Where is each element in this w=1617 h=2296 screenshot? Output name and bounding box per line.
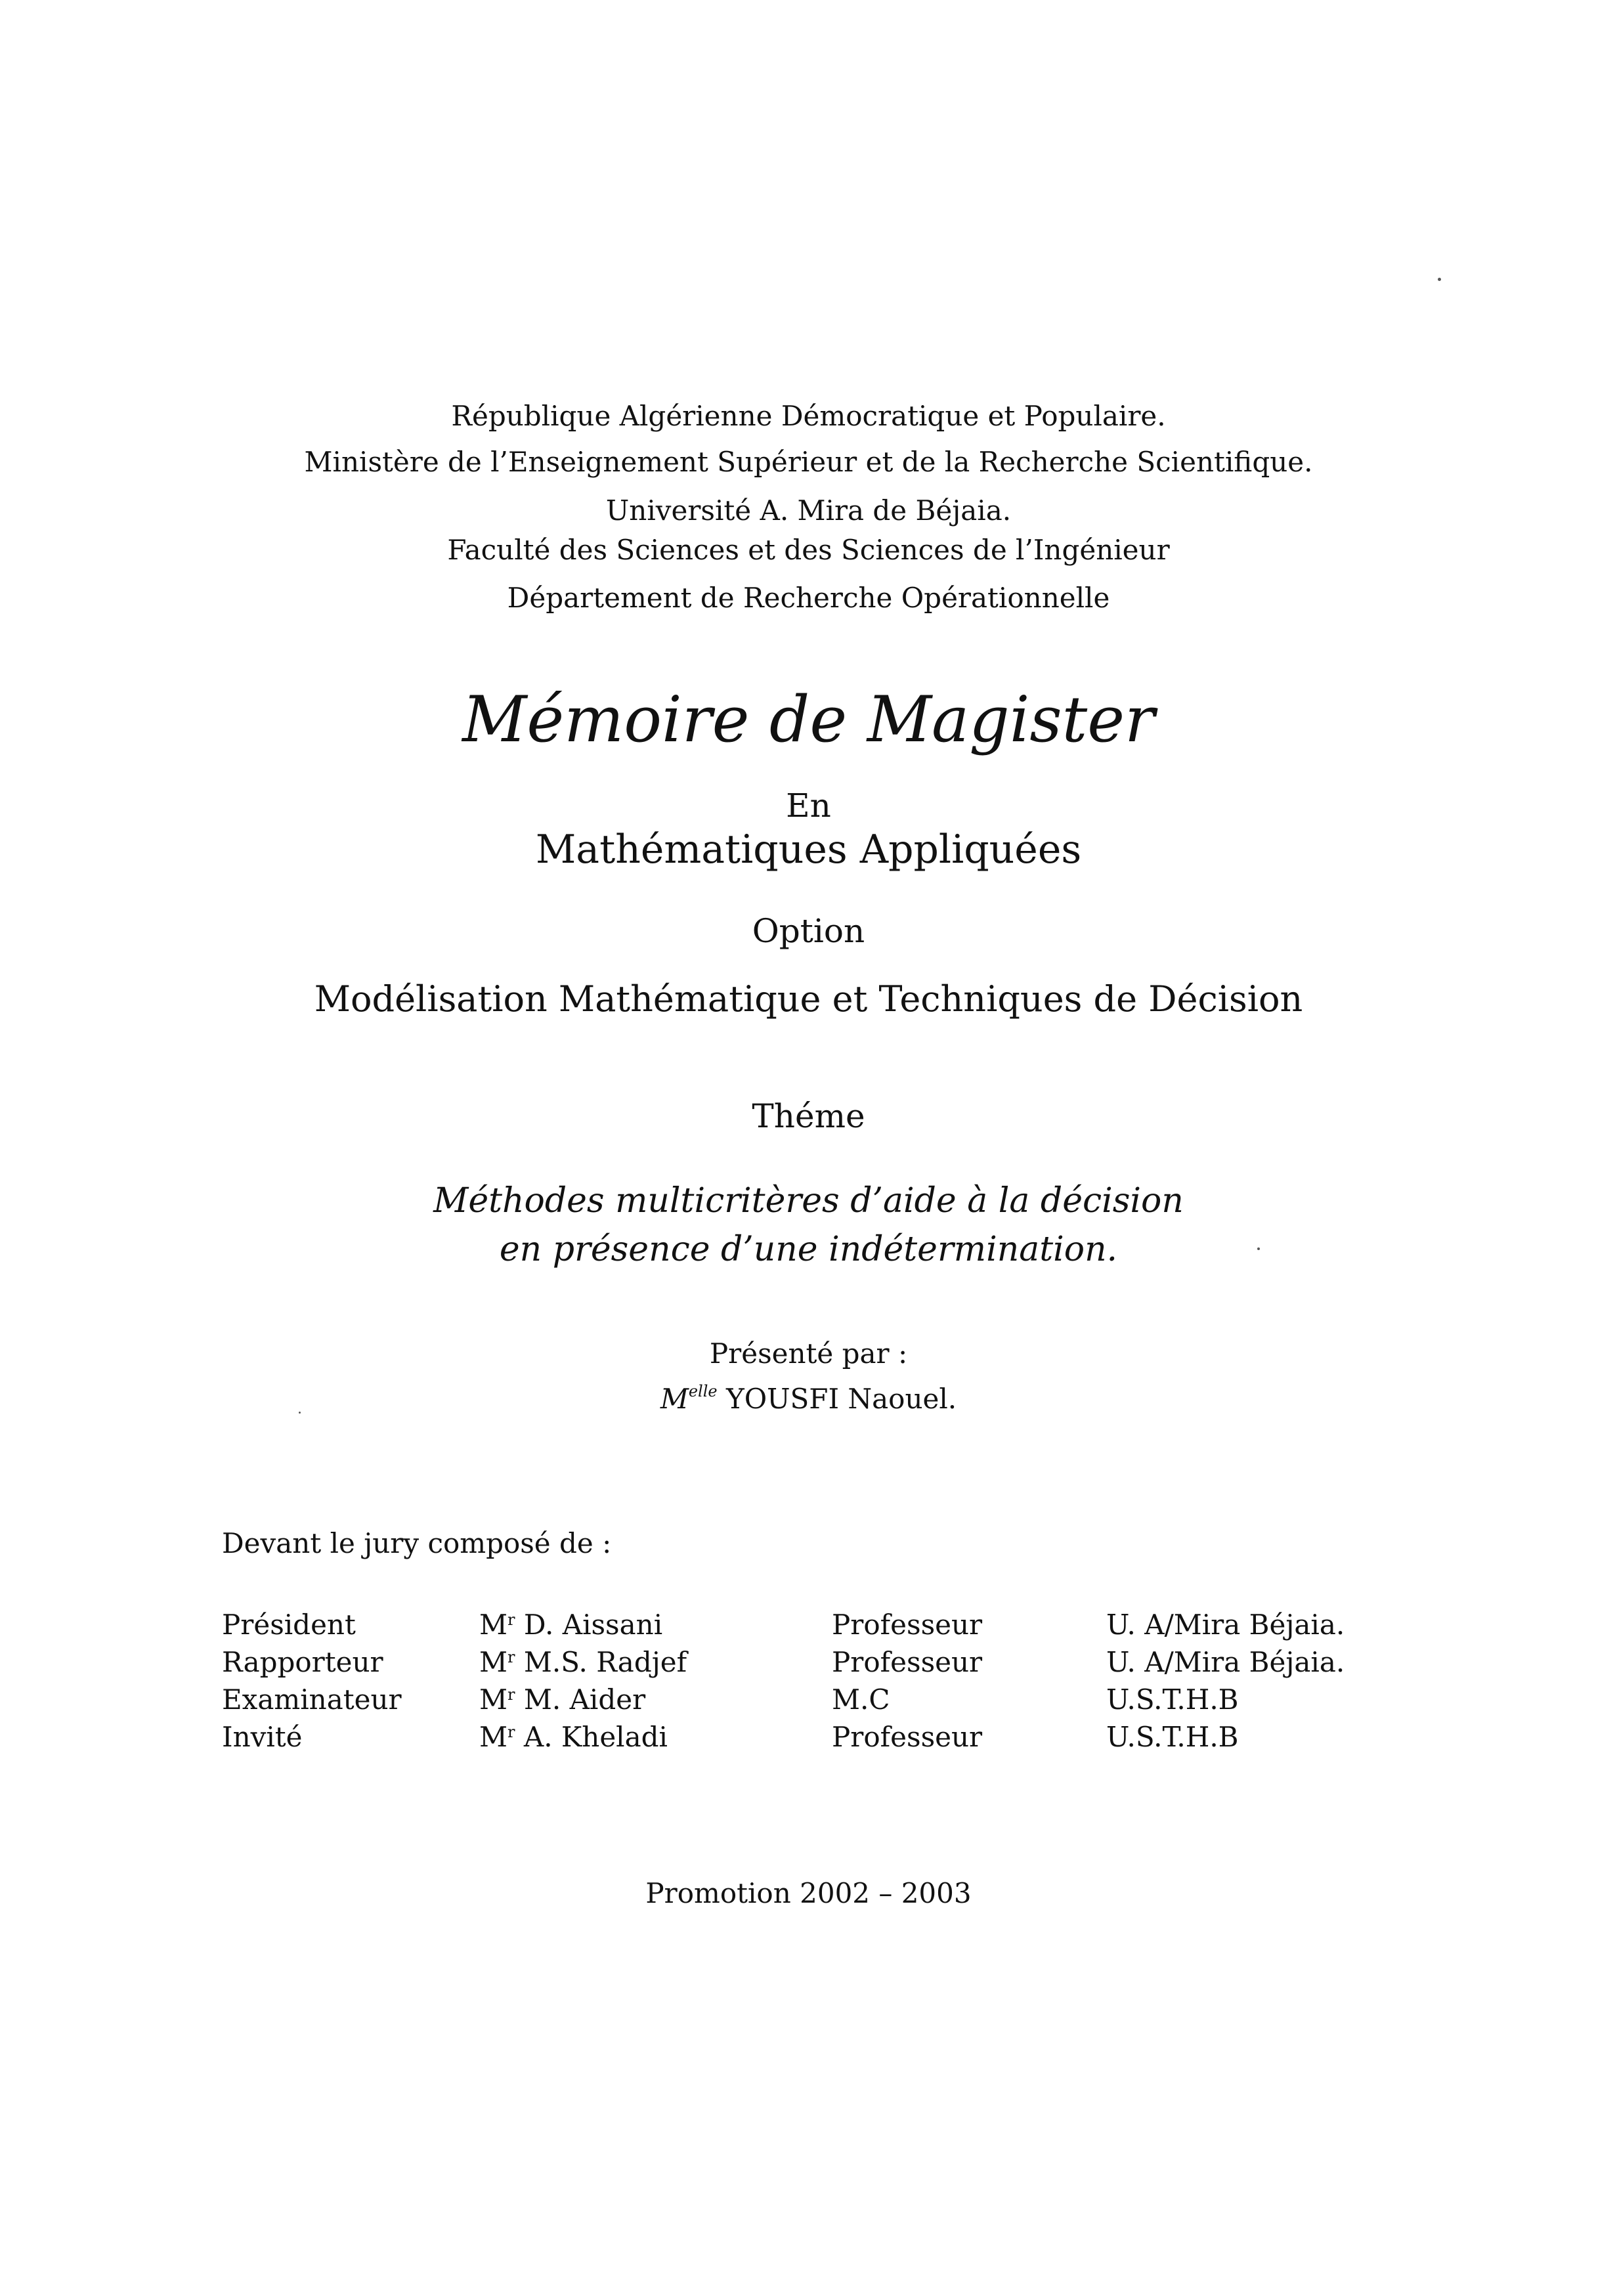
scan-speck (1257, 1247, 1260, 1250)
jury-role: Président (222, 1609, 356, 1641)
scan-speck (1438, 278, 1441, 281)
presented-by-label: Présenté par : (709, 1337, 908, 1370)
jury-rank: M.C (832, 1683, 890, 1716)
jury-intro: Devant le jury composé de : (222, 1527, 612, 1559)
jury-title: M (479, 1683, 508, 1716)
theme-line-1: Méthodes multicritères d’aide à la décision (433, 1181, 1184, 1221)
jury-institution: U. A/Mira Béjaia. (1106, 1609, 1345, 1641)
subject-prefix: En (786, 787, 831, 825)
department-line: Département de Recherche Opérationnelle (507, 582, 1110, 614)
promotion-line: Promotion 2002 – 2003 (645, 1877, 972, 1909)
jury-row (222, 1606, 1404, 1643)
jury-institution: U.S.T.H.B (1106, 1721, 1239, 1753)
scan-speck (299, 1412, 301, 1414)
theme-label: Théme (752, 1097, 865, 1135)
option-name: Modélisation Mathématique et Techniques de Décision (314, 978, 1303, 1020)
jury-title: M (479, 1646, 508, 1678)
jury-role: Rapporteur (222, 1646, 383, 1678)
jury-title: M (479, 1609, 508, 1641)
jury-member (479, 1643, 832, 1681)
jury-name: A. Kheladi (523, 1721, 668, 1753)
jury-member (479, 1681, 832, 1718)
jury-title-sup: r (507, 1648, 515, 1666)
jury-row (222, 1643, 1404, 1681)
jury-role: Invité (222, 1721, 303, 1753)
jury-row (222, 1718, 1404, 1756)
ministry-line: Ministère de l’Enseignement Supérieur et de la Recherche Scientifique. (304, 446, 1313, 478)
faculty-line: Faculté des Sciences et des Sciences de l’Ingénieur (447, 534, 1170, 566)
jury-title-sup: r (507, 1611, 515, 1629)
presenter-name-line (0, 1381, 1617, 1418)
jury-title: M (479, 1721, 508, 1753)
jury-table (222, 1606, 1404, 1756)
option-label: Option (752, 912, 865, 950)
jury-member (479, 1606, 832, 1643)
jury-row (222, 1681, 1404, 1718)
presenter-title: M (660, 1383, 689, 1415)
jury-rank: Professeur (832, 1721, 983, 1753)
jury-name: D. Aissani (523, 1609, 663, 1641)
jury-rank: Professeur (832, 1646, 983, 1678)
jury-role: Examinateur (222, 1683, 402, 1716)
presenter-title-sup: elle (688, 1382, 718, 1400)
jury-name: M. Aider (523, 1683, 646, 1716)
document-title: Mémoire de Magister (462, 683, 1155, 756)
jury-title-sup: r (507, 1685, 515, 1704)
university-line: Université A. Mira de Béjaia. (605, 494, 1012, 527)
theme-line-2: en présence d’une indétermination. (499, 1230, 1118, 1269)
jury-name: M.S. Radjef (523, 1646, 687, 1678)
jury-member (479, 1718, 832, 1756)
jury-institution: U.S.T.H.B (1106, 1683, 1239, 1716)
subject-name: Mathématiques Appliquées (535, 827, 1082, 873)
presenter-name: YOUSFI Naouel. (725, 1383, 957, 1415)
jury-title-sup: r (507, 1723, 515, 1741)
jury-rank: Professeur (832, 1609, 983, 1641)
republic-line: République Algérienne Démocratique et Populaire. (451, 400, 1166, 432)
jury-institution: U. A/Mira Béjaia. (1106, 1646, 1345, 1678)
